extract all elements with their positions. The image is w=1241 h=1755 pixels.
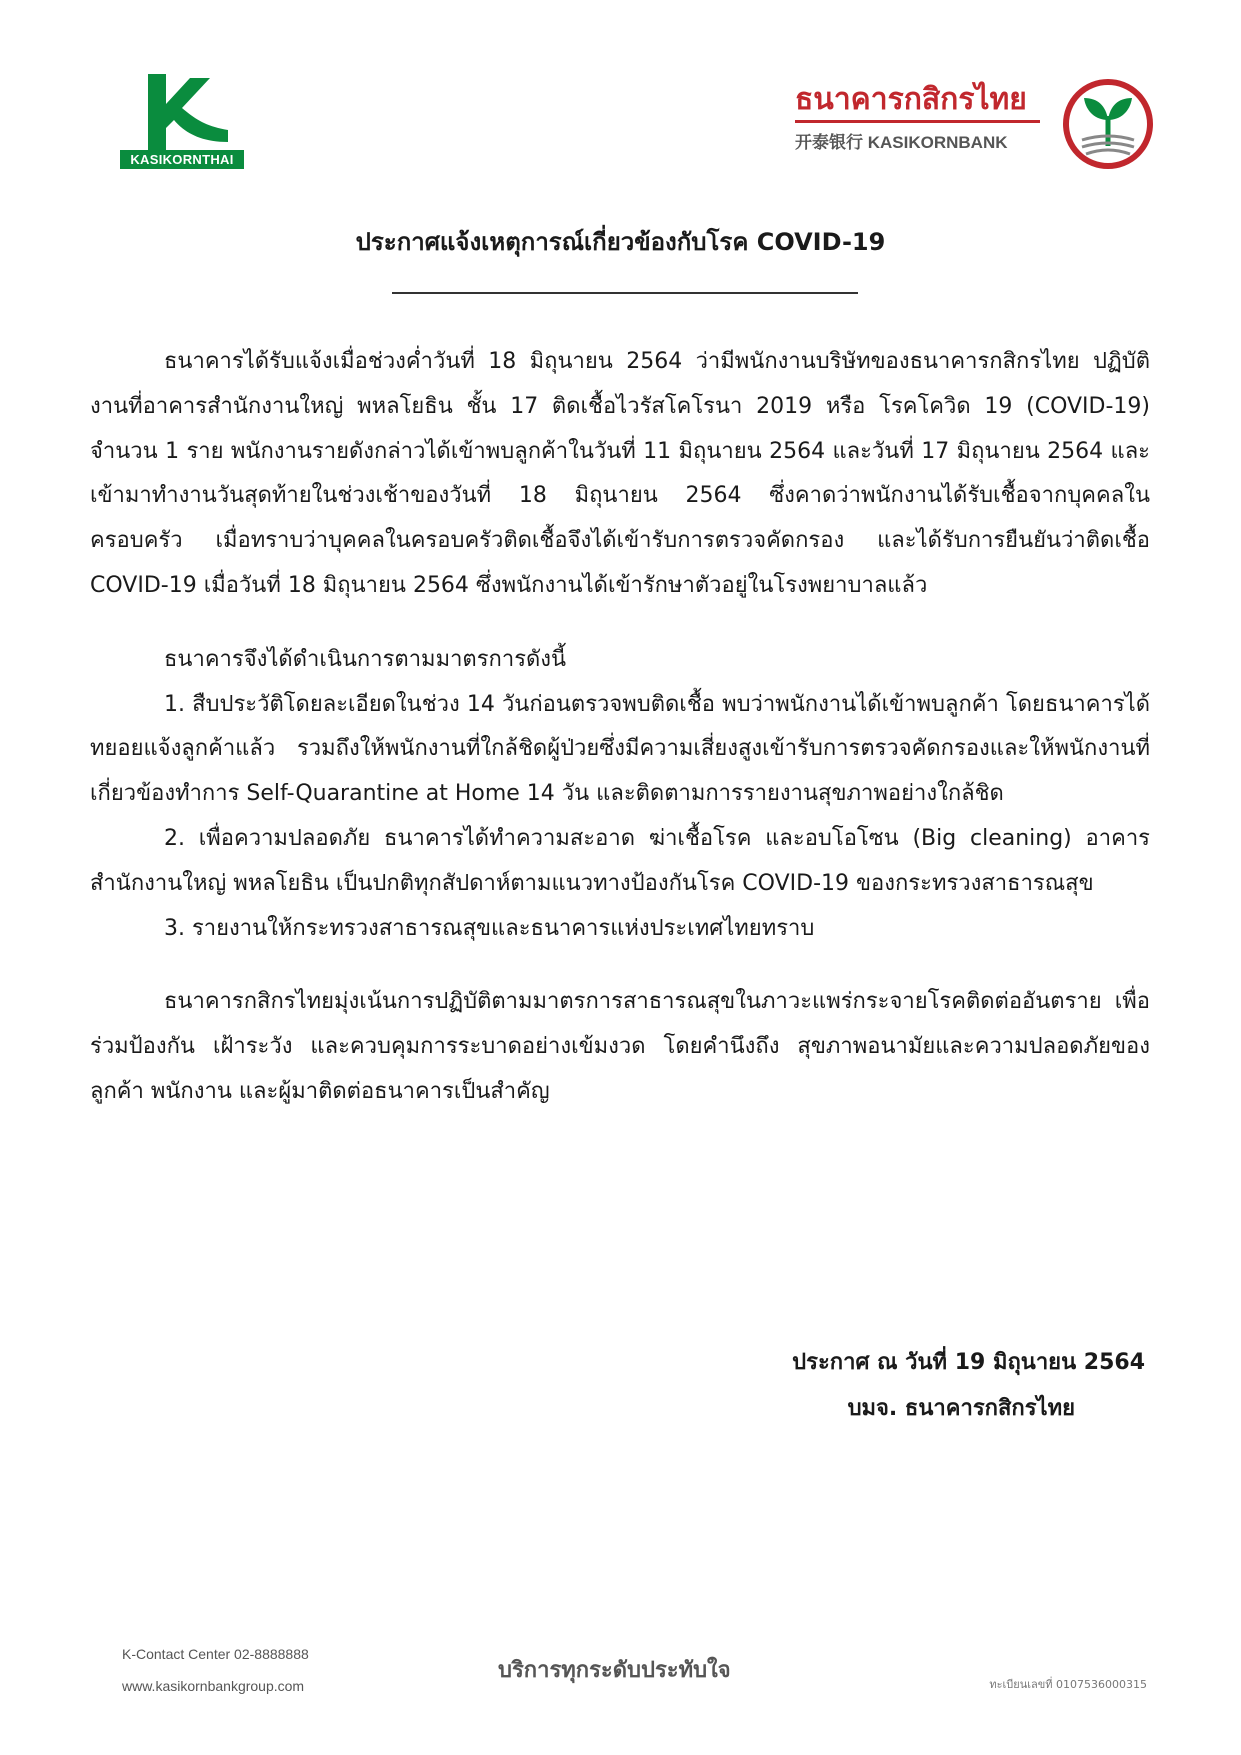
- paragraph-commitment: ธนาคารกสิกรไทยมุ่งเน้นการปฏิบัติตามมาตรการสาธารณสุขในภาวะแพร่กระจายโรคติดต่ออันตราย เพื่อร่วมป้องกัน เฝ้าระวัง และควบคุมการระบาดอย่างเข้มงวด โดยคำนึงถึง สุขภาพอนามัยและความปลอดภัยของลูกค้า พนักงาน และผู้มาติดต่อธนาคารเป็นสำคัญ: [90, 989, 1150, 1104]
- paragraph-incident: ธนาคารได้รับแจ้งเมื่อช่วงค่ำวันที่ 18 มิถุนายน 2564 ว่ามีพนักงานบริษัทของธนาคารกสิกรไทย ปฏิบัติงานที่อาคารสำนักงานใหญ่ พหลโยธิน ชั้น 17 ติดเชื้อไวรัสโคโรนา 2019 หรือ โรคโควิด 19 (COVID-19) จำนวน 1 ราย พนักงานรายดังกล่าวได้เข้าพบลูกค้าในวันที่ 11 มิถุนายน 2564 และวันที่ 17 มิถุนายน 2564 และเข้ามาทำงานวันสุดท้ายในช่วงเช้าของวันที่ 18 มิถุนายน 2564 ซึ่งคาดว่าพนักงานได้รับเชื้อจากบุคคลในครอบครัว เมื่อทราบว่าบุคคลในครอบครัวติดเชื้อจึงได้เข้ารับการตรวจคัดกรอง และได้รับการยืนยันว่าติดเชื้อ COVID-19 เมื่อวันที่ 18 มิถุนายน 2564 ซึ่งพนักงานได้เข้ารักษาตัวอยู่ในโรงพยาบาลแล้ว: [90, 349, 1150, 598]
- footer-slogan: บริการทุกระดับประทับใจ: [498, 1658, 731, 1683]
- footer-contact: [122, 1638, 309, 1702]
- website-link[interactable]: www.kasikornbankgroup.com: [122, 1678, 305, 1694]
- contact-center: K-Contact Center 02-8888888: [122, 1646, 309, 1662]
- kasikornthai-logo: [120, 74, 244, 170]
- logo-rule: [795, 120, 1040, 123]
- bank-thai-name: ธนาคารกสิกรไทย: [795, 82, 1027, 117]
- paragraph-measures-intro: ธนาคารจึงได้ดำเนินการตามมาตรการดังนี้: [164, 646, 567, 672]
- measure-item-1: 1. สืบประวัติโดยละเอียดในช่วง 14 วันก่อนตรวจพบติดเชื้อ พบว่าพนักงานได้เข้าพบลูกค้า โดยธนาคารได้ทยอยแจ้งลูกค้าแล้ว รวมถึงให้พนักงานที่ใกล้ชิดผู้ป่วยซึ่งมีความเสี่ยงสูงเข้ารับการตรวจคัดกรองและให้พนักงานที่เกี่ยวข้องทำการ Self-Quarantine at Home 14 วัน และติดตามการรายงานสุขภาพอย่างใกล้ชิด: [90, 691, 1150, 807]
- bank-english-name: 开泰银行 KASIKORNBANK: [795, 133, 1008, 152]
- title-divider: [392, 292, 858, 294]
- registration-number: ทะเบียนเลขที่ 0107536000315: [989, 1678, 1147, 1691]
- page-title: ประกาศแจ้งเหตุการณ์เกี่ยวข้องกับโรค COVID-19: [355, 228, 886, 256]
- signature-block: [792, 1340, 1145, 1432]
- measure-item-3: 3. รายงานให้กระทรวงสาธารณสุขและธนาคารแห่งประเทศไทยทราบ: [164, 915, 815, 941]
- kasikornthai-label: KASIKORNTHAI: [120, 150, 244, 169]
- announcement-body: [90, 340, 1150, 1115]
- issuer-name: บมจ. ธนาคารกสิกรไทย: [847, 1396, 1075, 1421]
- measure-item-2: 2. เพื่อความปลอดภัย ธนาคารได้ทำความสะอาด ฆ่าเชื้อโรค และอบโอโซน (Big cleaning) อาคารสำนักงานใหญ่ พหลโยธิน เป็นปกติทุกสัปดาห์ตามแนวทางป้องกันโรค COVID-19 ของกระทรวงสาธารณสุข: [90, 825, 1150, 896]
- k-symbol-icon: [138, 74, 228, 150]
- announcement-date: ประกาศ ณ วันที่ 19 มิถุนายน 2564: [792, 1350, 1145, 1375]
- rice-emblem-icon: [1060, 76, 1156, 172]
- kasikornbank-logo: [790, 76, 1160, 176]
